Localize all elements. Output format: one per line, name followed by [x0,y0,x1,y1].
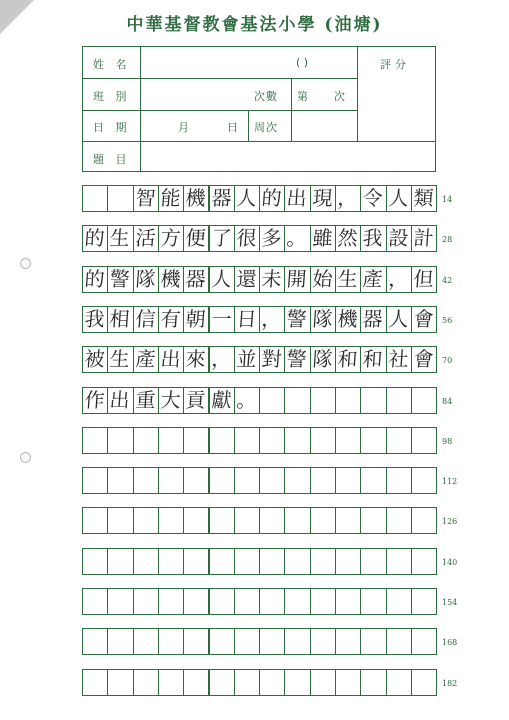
date-label: 日 期 [93,121,131,134]
handwritten-character: 的 [83,267,106,291]
score-label: 評分 [380,58,410,71]
essay-row [82,225,436,252]
essay-cell [259,387,285,414]
essay-cell [310,507,336,534]
essay-cell [259,467,285,494]
row-count-number: 140 [442,558,458,567]
essay-cell [82,427,108,454]
handwritten-character: 日 [235,307,258,331]
handwritten-character: 活 [134,226,157,250]
essay-cell [133,467,159,494]
essay-cell [284,628,310,655]
essay-cell [310,427,336,454]
handwritten-character: 還 [235,267,258,291]
essay-cell [411,387,437,414]
handwritten-character: 多 [260,226,283,250]
count-label: 次數 [254,90,278,103]
essay-cell [360,669,386,696]
essay-cell [209,548,235,575]
essay-cell [82,588,108,615]
essay-cell [360,588,386,615]
handwritten-character: 被 [83,347,106,371]
essay-cell [82,548,108,575]
essay-cell [411,548,437,575]
handwritten-character: 器 [362,307,384,331]
handwritten-character: 器 [185,267,207,291]
handwritten-character: 警 [109,267,131,291]
handwritten-character: 機 [336,307,359,331]
essay-cell [158,427,184,454]
essay-row [82,507,436,534]
row-count-number: 126 [442,517,458,526]
handwritten-character: 貢 [185,388,207,412]
handwritten-character: 信 [134,307,157,331]
essay-cell [82,467,108,494]
essay-row [82,427,436,454]
handwritten-character: 然 [336,226,359,250]
handwritten-character: 生 [109,347,131,371]
essay-cell [335,387,361,414]
essay-cell [234,588,260,615]
essay-cell [234,548,260,575]
essay-cell [386,588,412,615]
handwritten-character: 出 [159,347,182,371]
essay-cell [133,588,159,615]
handwritten-character: 的 [260,186,283,210]
handwritten-character: 大 [159,388,182,412]
name-field[interactable] [141,47,357,78]
essay-cell [234,628,260,655]
essay-cell [360,387,386,414]
essay-cell [360,467,386,494]
handwritten-character: 重 [134,388,157,412]
handwritten-character: 開 [286,267,308,291]
handwritten-character: 類 [412,186,435,210]
essay-cell [284,588,310,615]
row-count-number: 182 [442,679,458,688]
handwritten-character: ， [387,267,410,291]
handwritten-character: 對 [260,347,283,371]
score-field[interactable] [358,78,435,141]
handwritten-character: 一 [210,307,233,331]
essay-cell [310,548,336,575]
handwritten-character: 出 [109,388,131,412]
handwritten-character: 人 [387,307,410,331]
essay-cell [234,427,260,454]
essay-cell [234,669,260,696]
essay-cell [411,427,437,454]
essay-cell [82,185,108,212]
essay-row [82,548,436,575]
handwritten-character: 始 [311,267,334,291]
essay-cell [107,467,133,494]
essay-cell [107,507,133,534]
student-info-form [82,46,436,172]
handwritten-character: 人 [387,186,410,210]
essay-cell [133,507,159,534]
handwritten-character: 的 [83,226,106,250]
handwritten-character: 朝 [185,307,207,331]
essay-cell [158,507,184,534]
topic-label: 題 目 [93,153,131,166]
handwritten-character: 我 [83,307,106,331]
essay-cell [259,588,285,615]
essay-cell [107,669,133,696]
essay-cell [107,185,133,212]
handwritten-character: 很 [235,226,258,250]
essay-cell [183,669,209,696]
essay-cell [209,588,235,615]
handwritten-character: 獻 [210,388,233,412]
essay-cell [386,387,412,414]
essay-cell [411,588,437,615]
essay-row [82,346,436,373]
essay-cell [183,427,209,454]
essay-cell [82,669,108,696]
essay-cell [284,387,310,414]
count-prefix: 第 [297,90,312,103]
essay-cell [360,628,386,655]
essay-cell [284,507,310,534]
essay-cell [107,628,133,655]
essay-cell [82,628,108,655]
handwritten-character: 生 [336,267,359,291]
row-count-number: 70 [442,356,453,365]
handwritten-character: 生 [109,226,131,250]
essay-cell [310,669,336,696]
handwritten-character: 未 [260,267,283,291]
essay-cell [360,507,386,534]
handwritten-character: 警 [286,307,308,331]
handwritten-character: 相 [109,307,131,331]
handwritten-character: ， [336,186,359,210]
essay-row [82,266,436,293]
handwritten-character: 隊 [311,307,334,331]
handwritten-character: 機 [159,267,182,291]
handwritten-character: 人 [210,267,233,291]
essay-cell [259,669,285,696]
essay-cell [386,467,412,494]
essay-row [82,387,436,414]
handwritten-character: 和 [362,347,384,371]
essay-cell [284,669,310,696]
punch-hole-bottom [20,452,31,463]
essay-cell [310,467,336,494]
essay-cell [335,669,361,696]
school-title: 中華基督教會基法小學 (油塘) [126,15,383,35]
essay-cell [411,628,437,655]
essay-row [82,306,436,333]
handwritten-character: 有 [159,307,182,331]
essay-cell [386,427,412,454]
handwritten-character: 機 [185,186,207,210]
handwritten-character: 作 [83,388,106,412]
essay-cell [284,467,310,494]
handwritten-character: ， [210,347,233,371]
essay-cell [386,669,412,696]
essay-cell [133,548,159,575]
essay-cell [386,507,412,534]
essay-row [82,467,436,494]
handwritten-character: 能 [159,186,182,210]
essay-cell [411,507,437,534]
handwritten-character: 隊 [311,347,334,371]
essay-cell [107,588,133,615]
row-count-number: 56 [442,316,453,325]
essay-cell [158,588,184,615]
handwritten-character: 計 [412,226,435,250]
name-label: 姓 名 [93,58,131,71]
day-label: 日 [227,121,242,134]
essay-cell [234,467,260,494]
essay-cell [183,588,209,615]
handwritten-character: 產 [134,347,157,371]
handwritten-character: 便 [185,226,207,250]
class-field[interactable] [141,79,248,110]
essay-cell [133,669,159,696]
essay-cell [158,669,184,696]
handwritten-character: 社 [387,347,410,371]
handwritten-character: 出 [286,186,308,210]
essay-row [82,669,436,696]
handwritten-character: 了 [210,226,233,250]
essay-cell [209,628,235,655]
essay-cell [133,427,159,454]
essay-cell [158,548,184,575]
essay-cell [284,548,310,575]
handwritten-character: 現 [311,186,334,210]
essay-cell [183,628,209,655]
essay-cell [411,467,437,494]
essay-cell [183,548,209,575]
essay-cell [335,628,361,655]
essay-cell [335,588,361,615]
handwritten-character: 並 [235,347,258,371]
essay-cell [310,387,336,414]
essay-cell [259,427,285,454]
handwritten-character: 設 [387,226,410,250]
essay-cell [183,507,209,534]
essay-row [82,628,436,655]
essay-cell [259,628,285,655]
count-suffix: 次 [334,90,349,103]
essay-cell [209,669,235,696]
row-count-number: 168 [442,638,458,647]
essay-cell [209,507,235,534]
essay-cell [310,628,336,655]
essay-cell [360,548,386,575]
handwritten-character: 會 [412,347,435,371]
row-count-number: 98 [442,437,453,446]
class-number-paren: ( ) [296,56,309,69]
handwritten-character: 器 [210,186,233,210]
handwritten-character: 來 [185,347,207,371]
handwritten-character: 方 [159,226,182,250]
essay-cell [259,548,285,575]
essay-cell [310,588,336,615]
essay-cell [386,628,412,655]
essay-cell [259,507,285,534]
essay-cell [158,628,184,655]
month-label: 月 [178,121,193,134]
essay-cell [284,427,310,454]
handwritten-character: 會 [412,307,435,331]
handwritten-character: 令 [362,186,384,210]
handwritten-character: ， [260,307,283,331]
essay-cell [335,467,361,494]
essay-row [82,185,436,212]
row-count-number: 112 [442,477,458,486]
essay-cell [234,507,260,534]
handwritten-character: 警 [286,347,308,371]
handwritten-character: 。 [286,226,308,250]
row-count-number: 84 [442,397,453,406]
row-count-number: 154 [442,598,458,607]
handwritten-character: 產 [362,267,384,291]
handwritten-character: 和 [336,347,359,371]
essay-cell [335,427,361,454]
essay-cell [386,548,412,575]
punch-hole-top [20,258,31,269]
essay-cell [158,467,184,494]
handwritten-character: 智 [134,186,157,210]
essay-cell [411,669,437,696]
essay-cell [107,427,133,454]
row-count-number: 28 [442,235,453,244]
handwritten-character: 人 [235,186,258,210]
essay-cell [335,507,361,534]
handwritten-character: 。 [235,388,258,412]
essay-cell [133,628,159,655]
handwritten-character: 雖 [311,226,334,250]
handwritten-character: 我 [362,226,384,250]
essay-cell [82,507,108,534]
row-count-number: 42 [442,276,453,285]
topic-field[interactable] [141,142,435,171]
essay-cell [360,427,386,454]
essay-cell [107,548,133,575]
class-label: 班 別 [93,90,131,103]
essay-row [82,588,436,615]
essay-cell [209,467,235,494]
handwritten-character: 隊 [134,267,157,291]
handwritten-character: 但 [412,267,435,291]
row-count-number: 14 [442,195,453,204]
essay-cell [335,548,361,575]
essay-cell [209,427,235,454]
essay-cell [183,467,209,494]
week-label: 周次 [254,121,278,134]
